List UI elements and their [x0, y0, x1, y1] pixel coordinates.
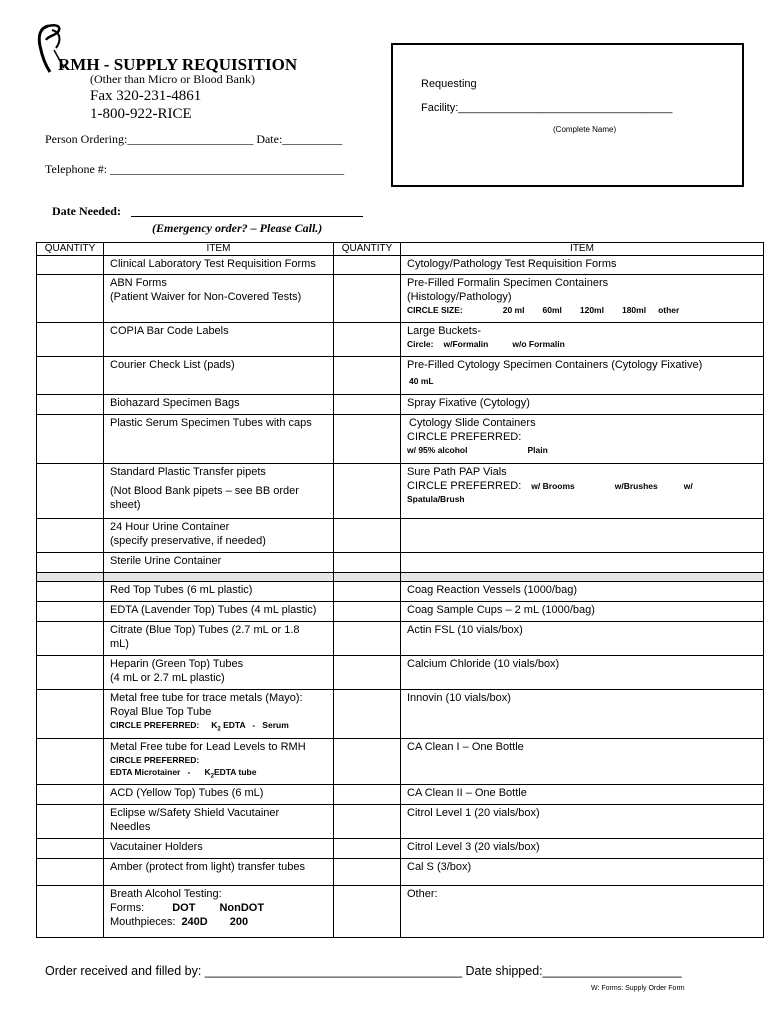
item-cell: Calcium Chloride (10 vials/box) — [401, 656, 764, 690]
item-cell: CA Clean I – One Bottle — [401, 738, 764, 785]
item-cell: Metal free tube for trace metals (Mayo): Royal Blue Top Tube CIRCLE PREFERRED: $K_2$ EDTA - Serum — [104, 690, 334, 739]
facility-field[interactable]: Facility:___________________________________ — [421, 102, 673, 114]
quantity-cell[interactable] — [334, 656, 401, 690]
quantity-cell[interactable] — [37, 582, 104, 602]
form-id: W: Forms: Supply Order Form — [591, 985, 685, 992]
item-cell: Breath Alcohol Testing: Forms: DOT NonDOT Mouthpieces: 240D 200 — [104, 886, 334, 938]
quantity-cell[interactable] — [37, 256, 104, 275]
quantity-cell[interactable] — [37, 886, 104, 938]
item-cell: Courier Check List (pads) — [104, 357, 334, 395]
quantity-cell[interactable] — [334, 256, 401, 275]
item-cell: Spray Fixative (Cytology) — [401, 395, 764, 415]
item-cell: CA Clean II – One Bottle — [401, 785, 764, 805]
item-cell: ACD (Yellow Top) Tubes (6 mL) — [104, 785, 334, 805]
item-cell: Eclipse w/Safety Shield Vacutainer Needles — [104, 805, 334, 839]
quantity-cell[interactable] — [334, 357, 401, 395]
separator-cell — [37, 573, 104, 582]
emergency-note: (Emergency order? – Please Call.) — [152, 221, 323, 235]
phone-number: 1-800-922-RICE — [90, 106, 192, 122]
item-cell: Sure Path PAP Vials CIRCLE PREFERRED: w/ Brooms w/Brushes w/ Spatula/Brush — [401, 464, 764, 519]
item-cell: Citrate (Blue Top) Tubes (2.7 mL or 1.8 mL) — [104, 622, 334, 656]
quantity-cell[interactable] — [334, 415, 401, 464]
complete-name-note: (Complete Name) — [553, 125, 617, 134]
item-cell: Red Top Tubes (6 mL plastic) — [104, 582, 334, 602]
quantity-cell[interactable] — [334, 690, 401, 739]
item-cell — [401, 519, 764, 553]
item-cell: Biohazard Specimen Bags — [104, 395, 334, 415]
quantity-cell[interactable] — [37, 690, 104, 739]
quantity-cell[interactable] — [37, 738, 104, 785]
item-cell: Metal Free tube for Lead Levels to RMH CIRCLE PREFERRED: EDTA Microtainer - $K_2EDTA$ tube — [104, 738, 334, 785]
quantity-cell[interactable] — [37, 519, 104, 553]
item-cell: ABN Forms (Patient Waiver for Non-Covered Tests) — [104, 275, 334, 323]
quantity-cell[interactable] — [334, 553, 401, 573]
form-subtitle: (Other than Micro or Blood Bank) — [90, 72, 255, 86]
quantity-cell[interactable] — [37, 275, 104, 323]
quantity-cell[interactable] — [37, 839, 104, 859]
item-cell: Cal S (3/box) — [401, 859, 764, 886]
quantity-cell[interactable] — [37, 602, 104, 622]
quantity-cell[interactable] — [334, 395, 401, 415]
item-cell: Clinical Laboratory Test Requisition Forms — [104, 256, 334, 275]
quantity-cell[interactable] — [334, 785, 401, 805]
quantity-cell[interactable] — [334, 805, 401, 839]
supply-table — [36, 242, 764, 938]
quantity-cell[interactable] — [334, 859, 401, 886]
quantity-header: QUANTITY — [334, 243, 401, 256]
quantity-cell[interactable] — [37, 395, 104, 415]
quantity-cell[interactable] — [37, 859, 104, 886]
quantity-cell[interactable] — [334, 602, 401, 622]
item-cell: Cytology Slide Containers CIRCLE PREFERRED: w/ 95% alcohol Plain — [401, 415, 764, 464]
date-needed-label: Date Needed: — [52, 204, 121, 218]
telephone-field[interactable]: Telephone #: _______________________________________ — [45, 162, 345, 176]
item-cell — [401, 553, 764, 573]
item-cell: Plastic Serum Specimen Tubes with caps — [104, 415, 334, 464]
item-cell: Coag Sample Cups – 2 mL (1000/bag) — [401, 602, 764, 622]
item-cell: 24 Hour Urine Container (specify preservative, if needed) — [104, 519, 334, 553]
quantity-cell[interactable] — [334, 519, 401, 553]
item-cell: Heparin (Green Top) Tubes (4 mL or 2.7 mL plastic) — [104, 656, 334, 690]
quantity-cell[interactable] — [37, 622, 104, 656]
quantity-cell[interactable] — [334, 464, 401, 519]
item-cell: Pre-Filled Formalin Specimen Containers (Histology/Pathology) CIRCLE SIZE: 20 ml 60ml 120ml 180ml other — [401, 275, 764, 323]
date-needed-line[interactable] — [131, 216, 363, 217]
item-cell: Sterile Urine Container — [104, 553, 334, 573]
item-header: ITEM — [401, 243, 764, 256]
person-ordering-field[interactable]: Person Ordering:_____________________ Date:__________ — [45, 132, 343, 146]
requesting-label: Requesting — [421, 78, 477, 90]
quantity-cell[interactable] — [334, 622, 401, 656]
item-cell: Large Buckets- Circle: w/Formalin w/o Formalin — [401, 323, 764, 357]
item-cell: Citrol Level 3 (20 vials/box) — [401, 839, 764, 859]
item-cell: Coag Reaction Vessels (1000/bag) — [401, 582, 764, 602]
quantity-cell[interactable] — [37, 357, 104, 395]
item-cell: Amber (protect from light) transfer tubes — [104, 859, 334, 886]
separator-cell — [401, 573, 764, 582]
quantity-cell[interactable] — [37, 464, 104, 519]
item-cell: EDTA (Lavender Top) Tubes (4 mL plastic) — [104, 602, 334, 622]
order-received-line[interactable]: Order received and filled by: _____________________________________ Date shipped:____________________ — [45, 964, 682, 978]
item-cell: COPIA Bar Code Labels — [104, 323, 334, 357]
item-cell: Pre-Filled Cytology Specimen Containers (Cytology Fixative) 40 mL — [401, 357, 764, 395]
item-cell: Vacutainer Holders — [104, 839, 334, 859]
quantity-cell[interactable] — [334, 582, 401, 602]
quantity-cell[interactable] — [334, 323, 401, 357]
item-cell: Standard Plastic Transfer pipets (Not Blood Bank pipets – see BB order sheet) — [104, 464, 334, 519]
quantity-cell[interactable] — [37, 323, 104, 357]
separator-cell — [104, 573, 334, 582]
quantity-cell[interactable] — [37, 656, 104, 690]
item-cell: Cytology/Pathology Test Requisition Forms — [401, 256, 764, 275]
quantity-cell[interactable] — [37, 553, 104, 573]
item-cell: Actin FSL (10 vials/box) — [401, 622, 764, 656]
item-cell: Citrol Level 1 (20 vials/box) — [401, 805, 764, 839]
item-cell: Other: — [401, 886, 764, 938]
separator-cell — [334, 573, 401, 582]
quantity-header: QUANTITY — [37, 243, 104, 256]
quantity-cell[interactable] — [37, 785, 104, 805]
item-cell: Innovin (10 vials/box) — [401, 690, 764, 739]
item-header: ITEM — [104, 243, 334, 256]
form-title: RMH - SUPPLY REQUISITION — [58, 55, 298, 74]
quantity-cell[interactable] — [334, 839, 401, 859]
quantity-cell[interactable] — [334, 738, 401, 785]
fax-number: Fax 320-231-4861 — [90, 88, 202, 104]
quantity-cell[interactable] — [37, 415, 104, 464]
quantity-cell[interactable] — [334, 886, 401, 938]
quantity-cell[interactable] — [37, 805, 104, 839]
quantity-cell[interactable] — [334, 275, 401, 323]
facility-box — [391, 43, 744, 187]
